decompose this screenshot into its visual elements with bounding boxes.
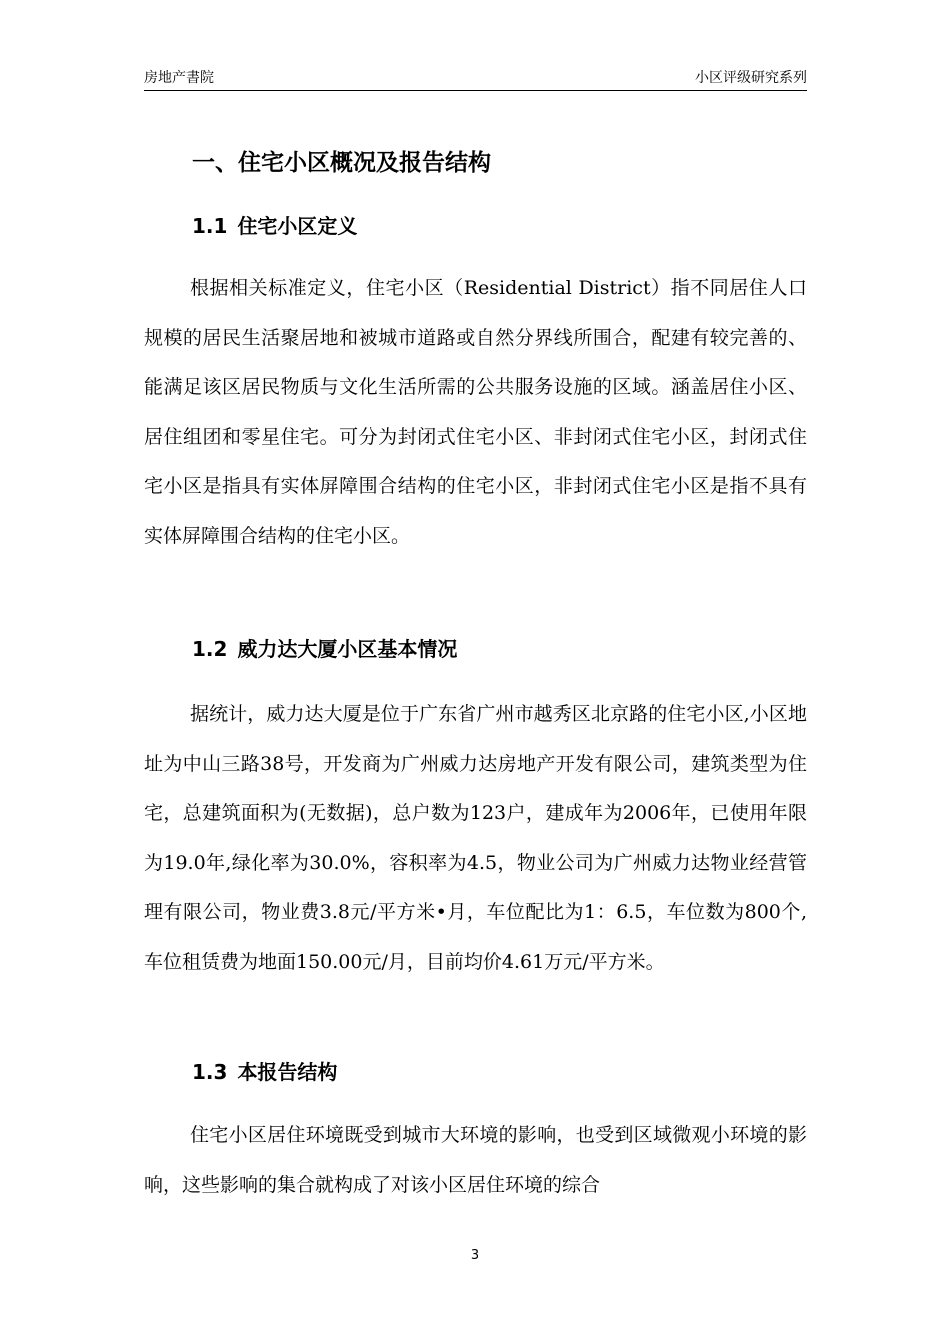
section-1-3-number: 1.3 [192, 1060, 228, 1084]
section-1-1-body: 根据相关标准定义，住宅小区（Residential District）指不同居住人口规模的居民生活聚居地和被城市道路或自然分界线所围合，配建有较完善的、能满足该区居民物质与文化生活所需的公共服务设施的区域。涵盖居住小区、居住组团和零星住宅。可分为封闭式住宅小区、非封闭式住宅小区，封闭式住宅小区是指具有实体屏障围合结构的住宅小区，非封闭式住宅小区是指不具有实体屏障围合结构的住宅小区。 [144, 277, 807, 547]
header-series-title: 小区评级研究系列 [695, 70, 807, 86]
section-1-2-heading [192, 634, 457, 664]
section-1-2-body: 据统计，威力达大厦是位于广东省广州市越秀区北京路的住宅小区,小区地址为中山三路38号，开发商为广州威力达房地产开发有限公司，建筑类型为住宅，总建筑面积为(无数据)，总户数为123户，建成年为2006年，已使用年限为19.0年,绿化率为30.0%，容积率为4.5，物业公司为广州威力达物业经营管理有限公司，物业费3.8元/平方米•月，车位配比为1：6.5，车位数为800个,车位租赁费为地面150.00元/月，目前均价4.61万元/平方米。 [144, 703, 807, 973]
section-1-title: 一、住宅小区概况及报告结构 [192, 150, 491, 176]
section-1-3-heading [192, 1057, 337, 1087]
section-1-3-title: 本报告结构 [237, 1060, 338, 1084]
section-1-2-number: 1.2 [192, 637, 228, 661]
header-publisher: 房地产書院 [144, 70, 214, 86]
page-header [144, 66, 807, 91]
section-1-1-number: 1.1 [192, 214, 228, 238]
section-1-1-heading [192, 211, 357, 241]
page-number: 3 [470, 1248, 480, 1263]
section-1-1-title: 住宅小区定义 [237, 214, 358, 238]
section-1-3-body: 住宅小区居住环境既受到城市大环境的影响，也受到区域微观小环境的影响，这些影响的集合就构成了对该小区居住环境的综合 [144, 1124, 807, 1196]
section-1-2-title: 威力达大厦小区基本情况 [237, 637, 458, 661]
